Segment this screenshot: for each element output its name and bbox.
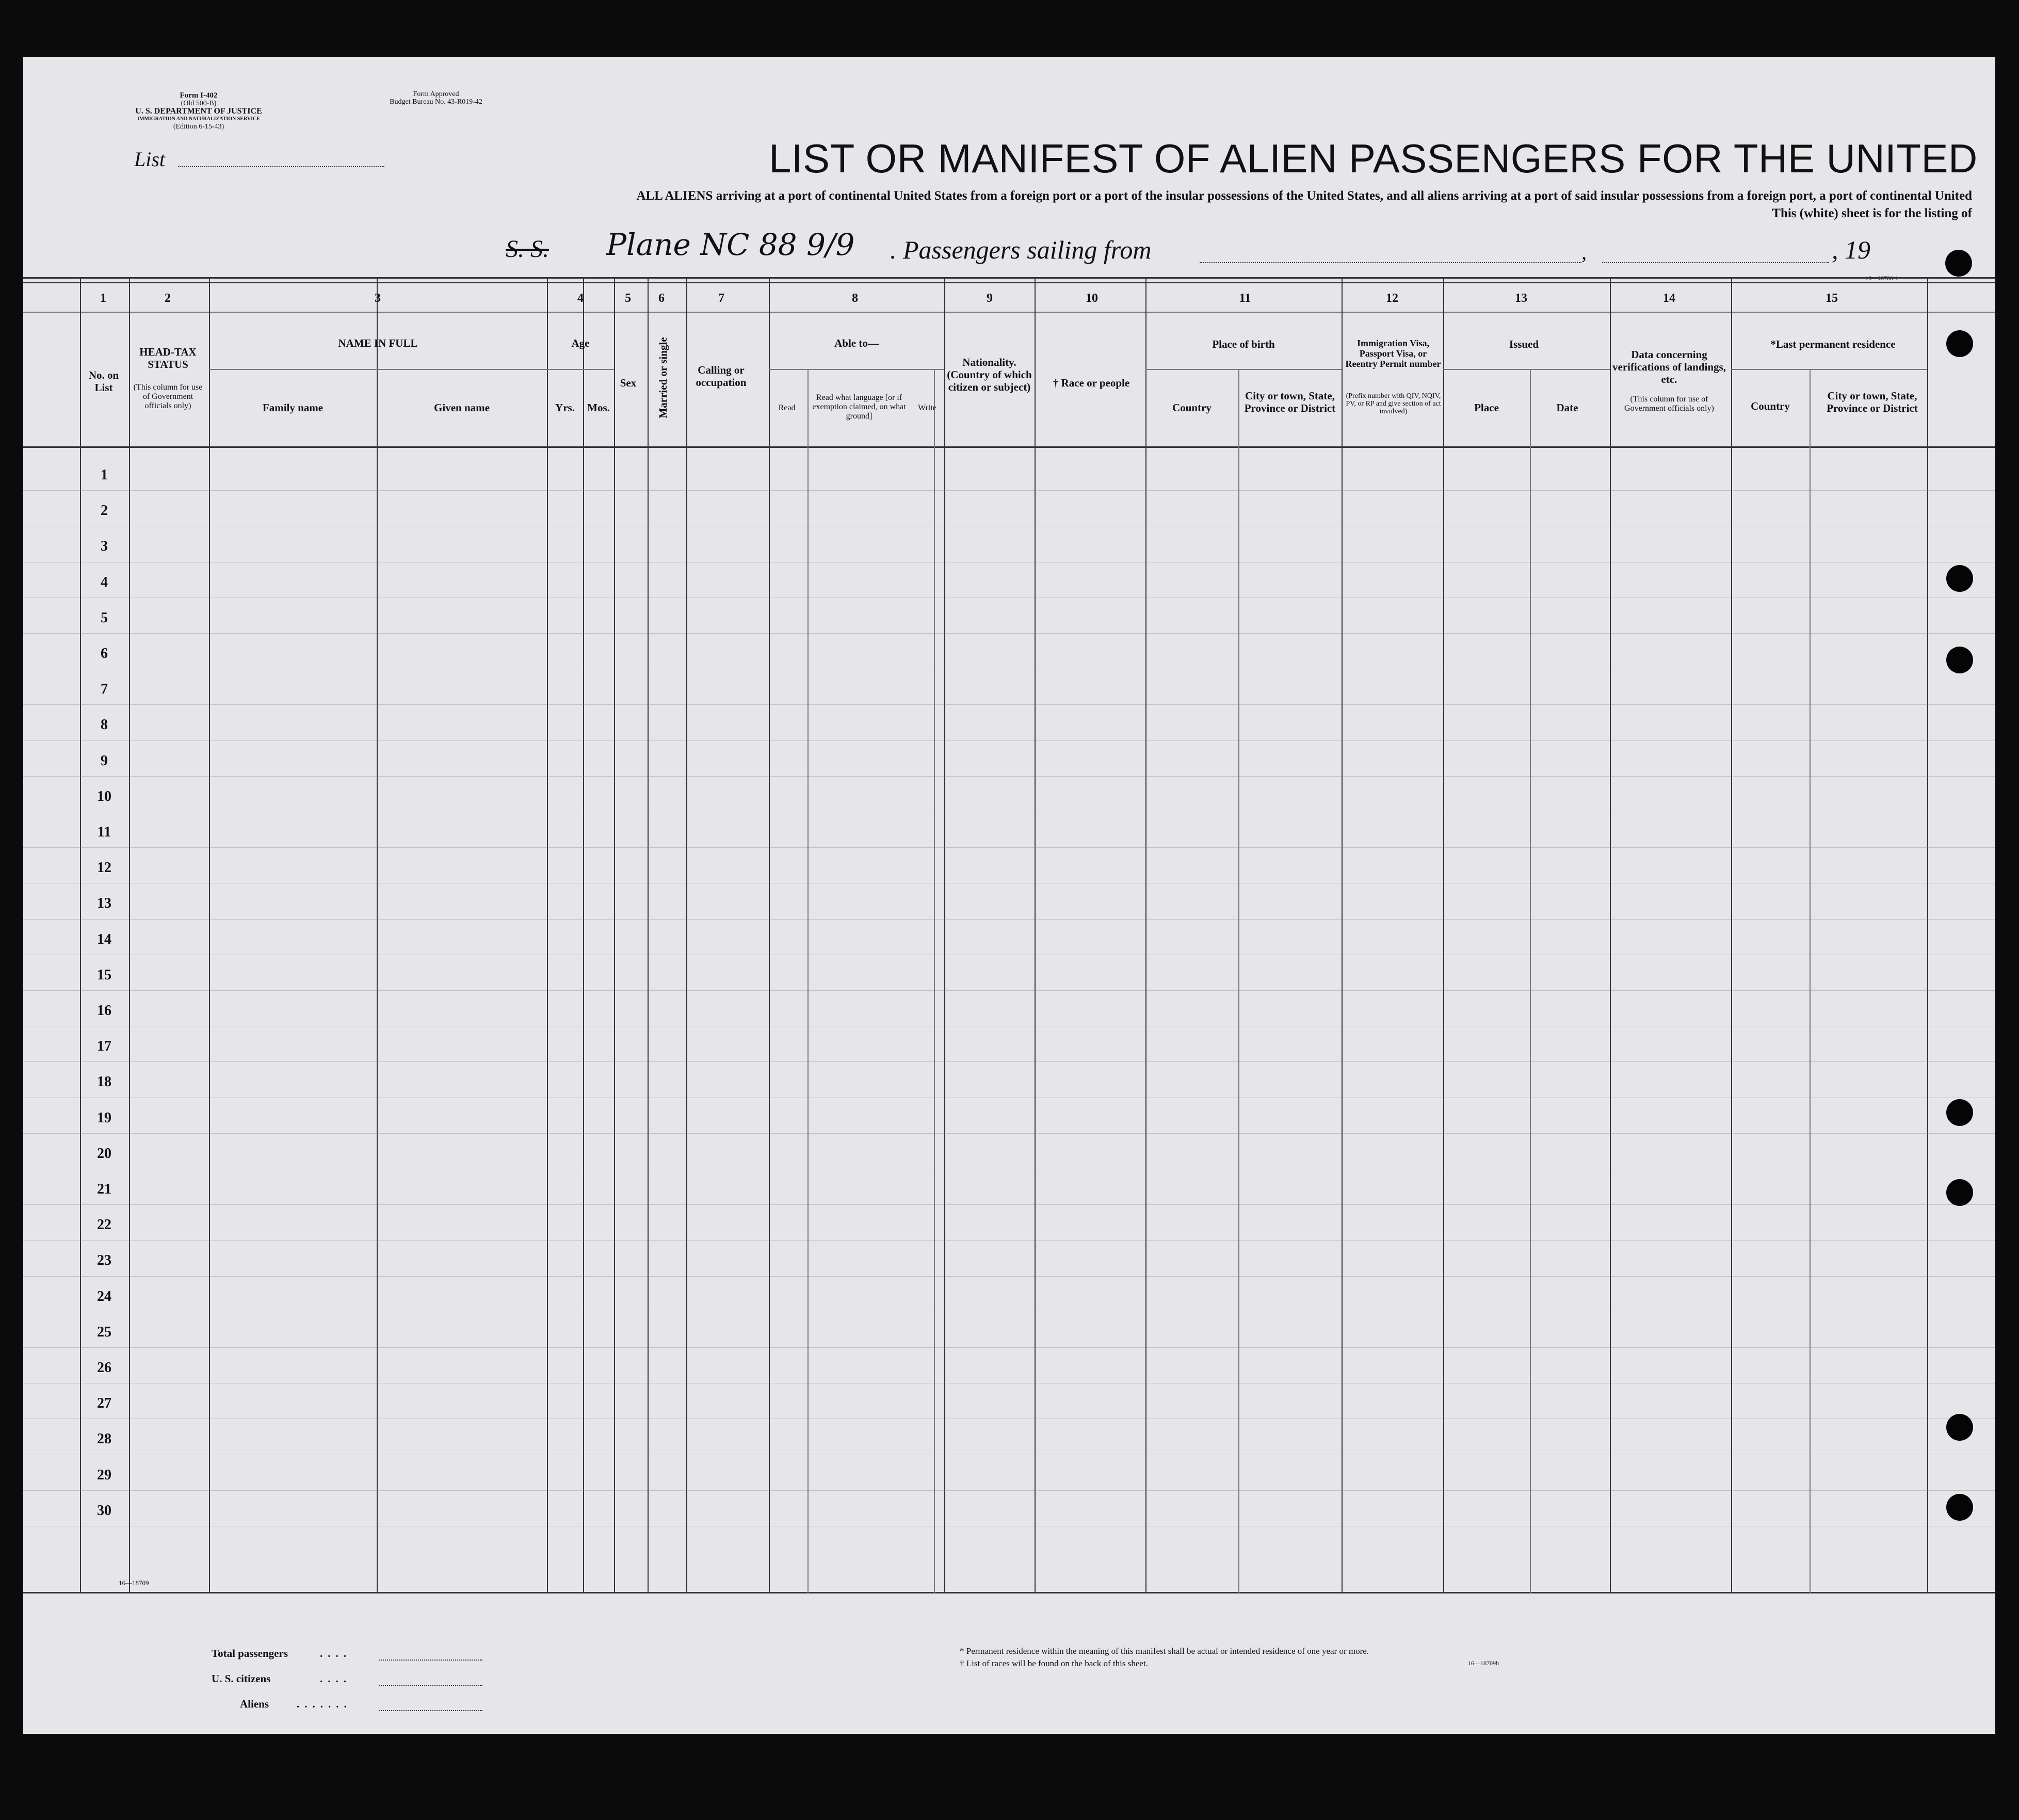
column-divider — [614, 279, 615, 1593]
row-number: 4 — [101, 574, 108, 590]
header-issued-place: Place — [1474, 401, 1499, 414]
row-number: 6 — [101, 646, 108, 662]
col-num-2: 2 — [165, 292, 171, 305]
table-row — [23, 1204, 1995, 1205]
row-number: 1 — [101, 467, 108, 483]
col-num-8: 8 — [852, 292, 858, 305]
aliens-line — [379, 1710, 482, 1711]
row-number: 12 — [97, 860, 111, 876]
table-row — [23, 919, 1995, 920]
column-divider — [1443, 279, 1444, 1593]
table-row — [23, 1490, 1995, 1491]
colnum-divider — [23, 312, 1995, 313]
binder-hole — [1946, 1179, 1973, 1206]
row-number: 17 — [97, 1038, 111, 1055]
table-row — [23, 776, 1995, 777]
row-number: 26 — [97, 1360, 111, 1376]
header-head-tax-note: (This column for use of Government officials only) — [133, 383, 203, 410]
column-divider — [80, 279, 81, 1593]
header-read-language: Read what language [or if exemption claimed, on what ground] — [812, 393, 906, 421]
row-number: 24 — [97, 1288, 111, 1304]
table-row — [23, 847, 1995, 848]
binder-hole — [1945, 250, 1972, 277]
footnote-races: † List of races will be found on the back of this sheet. — [960, 1658, 1148, 1668]
column-divider — [769, 279, 770, 1593]
sailing-from-line — [1200, 262, 1581, 263]
header-age-yrs: Yrs. — [555, 401, 575, 414]
table-row — [23, 633, 1995, 634]
header-calling-occupation: Calling or occupation — [696, 364, 747, 389]
footnote-permanent-residence: * Permanent residence within the meaning of this manifest shall be actual or intended residence of one year or more. — [960, 1646, 1369, 1656]
total-passengers-line — [379, 1660, 482, 1661]
column-divider — [944, 279, 945, 1593]
handwritten-ship-name: Plane NC 88 9/9 — [606, 227, 855, 262]
binder-hole — [1946, 647, 1973, 673]
header-birth-country: Country — [1172, 401, 1212, 414]
table-row — [23, 1347, 1995, 1348]
passengers-sailing-label: . Passengers sailing from — [890, 235, 1152, 264]
header-residence-country: Country — [1751, 400, 1790, 412]
header-birth-city: City or town, State, Province or District — [1244, 390, 1336, 414]
header-age-mos: Mos. — [587, 401, 610, 414]
header-married-single: Married or single — [657, 337, 669, 418]
col-num-1: 1 — [100, 292, 106, 305]
binder-hole — [1946, 565, 1973, 592]
binder-hole — [1946, 1494, 1973, 1521]
sub-header-divider — [547, 369, 614, 370]
table-top-border-2 — [23, 282, 1995, 283]
column-divider — [377, 279, 378, 1593]
total-dots: .... — [320, 1647, 351, 1660]
sub-column-divider — [1238, 369, 1239, 1593]
sub-column-divider — [1530, 369, 1531, 1593]
ss-label: S. S. — [506, 235, 549, 263]
col-num-13: 13 — [1515, 292, 1527, 305]
table-row — [23, 990, 1995, 991]
passengers-sailing-text: Passengers sailing from — [903, 235, 1152, 264]
header-data-verifications: Data concerning verifications of landings, etc. — [1612, 348, 1726, 385]
sub-header-divider — [1145, 369, 1342, 370]
table-row — [23, 740, 1995, 741]
col-num-9: 9 — [987, 292, 993, 305]
sub-header-divider — [1731, 369, 1927, 370]
old-form-number: (Old 500-B) — [181, 100, 217, 107]
row-number: 28 — [97, 1431, 111, 1447]
header-read: Read — [778, 404, 796, 412]
row-number: 23 — [97, 1252, 111, 1269]
col-num-5: 5 — [625, 292, 631, 305]
department: U. S. DEPARTMENT OF JUSTICE — [135, 107, 262, 116]
us-citizens-line — [379, 1685, 482, 1686]
column-divider — [686, 279, 687, 1593]
manifest-form — [23, 57, 1995, 1734]
binder-hole — [1946, 1414, 1973, 1441]
column-divider — [1610, 279, 1611, 1593]
column-divider — [1145, 279, 1146, 1593]
table-row — [23, 1133, 1995, 1134]
subtitle-line-2: This (white) sheet is for the listing of — [1772, 206, 1972, 220]
header-issued-date: Date — [1556, 401, 1578, 414]
header-visa-note: (Prefix number with QIV, NQIV, PV, or RP and give section of act involved) — [1346, 392, 1441, 415]
row-number: 11 — [97, 824, 111, 840]
table-row — [23, 704, 1995, 705]
header-residence-city: City or town, State, Province or District — [1827, 390, 1918, 414]
header-visa: Immigration Visa, Passport Visa, or Reentry Permit number — [1345, 338, 1441, 369]
row-number: 15 — [97, 967, 111, 983]
row-number: 30 — [97, 1502, 111, 1519]
header-last-residence: *Last permanent residence — [1770, 338, 1896, 350]
header-age: Age — [571, 337, 590, 349]
col-num-10: 10 — [1086, 292, 1098, 305]
row-number: 14 — [97, 931, 111, 947]
col-num-12: 12 — [1386, 292, 1398, 305]
row-number: 7 — [101, 681, 108, 698]
row-number: 18 — [97, 1074, 111, 1090]
column-divider — [648, 279, 649, 1593]
aliens-dots: ....... — [297, 1698, 352, 1710]
sub-column-divider — [807, 369, 809, 1593]
year-label: , 19 — [1832, 235, 1870, 264]
table-row — [23, 1240, 1995, 1241]
row-number: 20 — [97, 1145, 111, 1162]
column-divider — [129, 279, 130, 1593]
column-divider — [1927, 279, 1928, 1593]
header-bottom-border — [23, 446, 1995, 448]
col-num-4: 4 — [577, 292, 584, 305]
total-passengers-label: Total passengers — [212, 1647, 288, 1660]
header-given-name: Given name — [434, 401, 490, 414]
col-num-6: 6 — [658, 292, 665, 305]
form-number: Form I-402 — [180, 91, 218, 100]
row-number: 19 — [97, 1109, 111, 1126]
subtitle-line-1: ALL ALIENS arriving at a port of continental United States from a foreign port or a port of the insular possessions of the United States, and all aliens arriving at a port of said insular possessions from a foreign port, a port of continental United — [636, 189, 1972, 203]
header-data-verifications-note: (This column for use of Government officials only) — [1624, 395, 1714, 413]
citizens-dots: .... — [320, 1672, 351, 1685]
budget-bureau: Budget Bureau No. 43-R019-42 — [390, 98, 482, 106]
header-write: Write — [918, 404, 936, 412]
table-row — [23, 1061, 1995, 1062]
row-number: 27 — [97, 1395, 111, 1412]
header-name-in-full: NAME IN FULL — [338, 337, 418, 349]
column-divider — [583, 279, 584, 1593]
binder-hole — [1946, 330, 1973, 357]
aliens-label: Aliens — [240, 1698, 269, 1710]
header-nationality: Nationality. (Country of which citizen or subject) — [947, 356, 1032, 393]
table-row — [23, 490, 1995, 491]
row-number: 22 — [97, 1217, 111, 1233]
col-num-11: 11 — [1239, 292, 1251, 305]
col-num-15: 15 — [1826, 292, 1838, 305]
column-divider — [547, 279, 548, 1593]
header-no-on-list: No. on List — [88, 369, 119, 394]
sub-header-divider — [769, 369, 944, 370]
binder-hole — [1946, 1099, 1973, 1126]
row-number: 9 — [101, 752, 108, 769]
form-approved: Form Approved — [413, 90, 459, 98]
row-number: 16 — [97, 1003, 111, 1019]
row-number: 10 — [97, 788, 111, 804]
footer-code: 16—18709b — [1468, 1660, 1499, 1667]
us-citizens-label: U. S. citizens — [212, 1672, 271, 1685]
header-sex: Sex — [620, 377, 637, 389]
table-top-border — [23, 277, 1995, 279]
col-num-7: 7 — [718, 292, 724, 305]
service-name: IMMIGRATION AND NATURALIZATION SERVICE — [137, 116, 260, 122]
sub-column-divider — [934, 369, 935, 1593]
column-divider — [1731, 279, 1732, 1593]
row-number: 5 — [101, 609, 108, 626]
header-family-name: Family name — [262, 401, 324, 414]
table-row — [23, 1276, 1995, 1277]
row-number: 3 — [101, 538, 108, 555]
date-line — [1602, 262, 1829, 263]
row-number: 2 — [101, 503, 108, 519]
table-bottom-border — [23, 1592, 1995, 1593]
sub-column-divider — [1810, 369, 1811, 1593]
header-place-of-birth: Place of birth — [1212, 338, 1275, 350]
list-field-line — [178, 166, 384, 167]
row-number: 29 — [97, 1467, 111, 1483]
row-number: 8 — [101, 717, 108, 733]
row-number: 13 — [97, 895, 111, 912]
form-title: LIST OR MANIFEST OF ALIEN PASSENGERS FOR THE UNITED — [769, 136, 1978, 181]
column-divider — [209, 279, 210, 1593]
edition: (Edition 6-15-43) — [173, 123, 224, 131]
row-number: 21 — [97, 1181, 111, 1197]
row-number: 25 — [97, 1324, 111, 1340]
col-num-14: 14 — [1663, 292, 1675, 305]
year-text: 19 — [1845, 235, 1870, 264]
col-num-3: 3 — [375, 292, 381, 305]
list-label: List — [134, 148, 166, 171]
header-issued: Issued — [1509, 338, 1539, 350]
header-race: † Race or people — [1053, 377, 1130, 389]
header-able-to: Able to— — [834, 337, 879, 349]
header-head-tax: HEAD-TAX STATUS — [139, 346, 197, 371]
column-divider — [1342, 279, 1343, 1593]
sub-header-divider — [209, 369, 547, 370]
comma: , — [1581, 240, 1587, 264]
column-divider — [1035, 279, 1036, 1593]
bottom-code: 16—18709 — [119, 1579, 149, 1587]
sub-header-divider — [1443, 369, 1610, 370]
